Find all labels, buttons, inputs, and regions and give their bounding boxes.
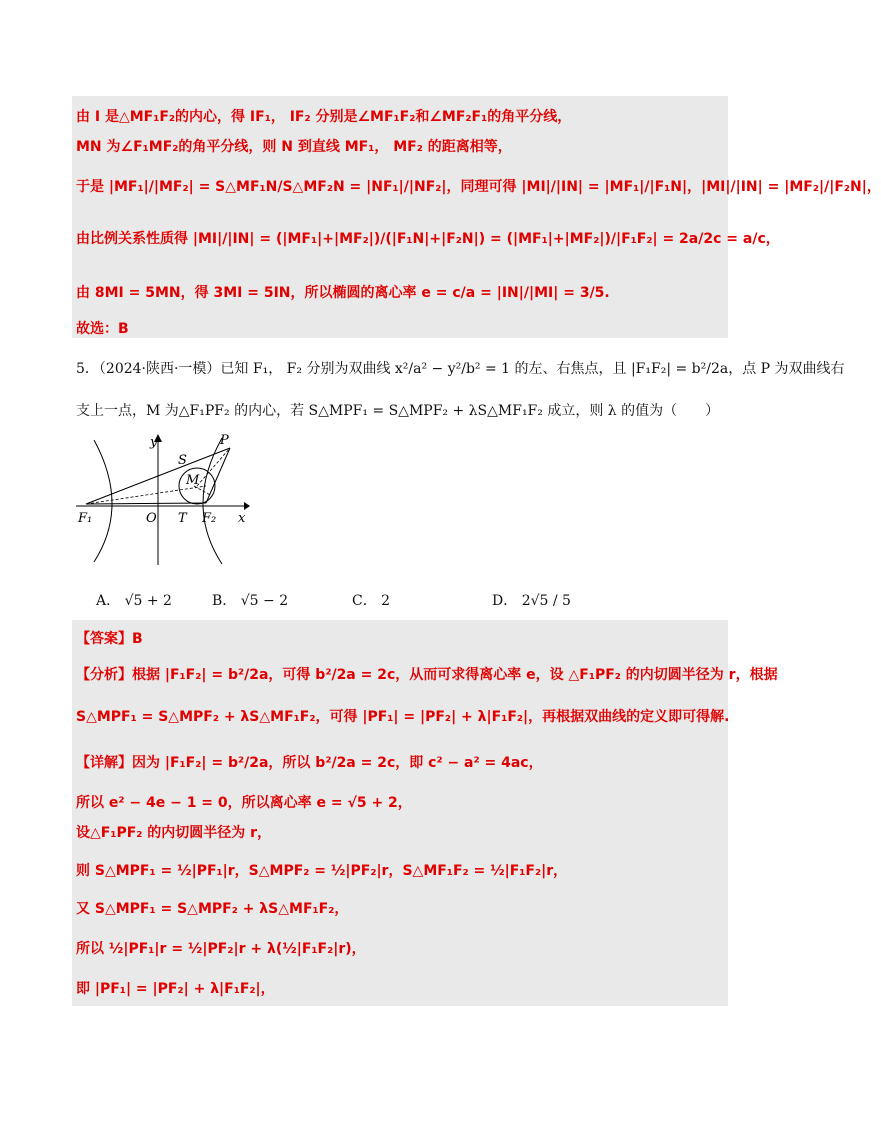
answer-label: 【答案】B <box>76 631 143 647</box>
detail-line-2: 所以 e² − 4e − 1 = 0，所以离心率 e = √5 + 2， <box>76 795 412 811</box>
option-d-value: 2√5 / 5 <box>521 593 571 609</box>
label-O: O <box>146 511 157 526</box>
option-b-label: B． <box>212 593 237 609</box>
detail-line-3: 设△F₁PF₂ 的内切圆半径为 r， <box>76 825 272 841</box>
label-F2: F₂ <box>202 511 217 526</box>
solution-line-5: 由 8MI = 5MN，得 3MI = 5IN，所以椭圆的离心率 e = c/a = |IN|/|MI| = 3/5. <box>76 285 610 301</box>
detail-line-4: 则 S△MPF₁ = ½|PF₁|r，S△MPF₂ = ½|PF₂|r，S△MF₁F₂ = ½|F₁F₂|r， <box>76 863 568 879</box>
option-a[interactable] <box>96 590 172 610</box>
option-a-label: A． <box>96 593 121 609</box>
question-line-1: 5．（2024·陕西·一模）已知 F₁， F₂ 分别为双曲线 x²/a² − y²/b² = 1 的左、右焦点，且 |F₁F₂| = b²/2a，点 P 为双曲线右 <box>76 361 845 377</box>
option-b-value: √5 − 2 <box>240 593 289 609</box>
detail-line-6: 所以 ½|PF₁|r = ½|PF₂|r + λ(½|F₁F₂|r)， <box>76 941 366 957</box>
option-c-label: C． <box>352 593 377 609</box>
question-line-2: 支上一点，M 为△F₁PF₂ 的内心，若 S△MPF₁ = S△MPF₂ + λS△MF₁F₂ 成立，则 λ 的值为（ ） <box>76 403 720 419</box>
detail-line-7: 即 |PF₁| = |PF₂| + λ|F₁F₂|， <box>76 981 275 997</box>
option-c[interactable] <box>352 590 390 610</box>
option-b[interactable] <box>212 590 288 610</box>
label-M: M <box>186 473 200 488</box>
label-F1: F₁ <box>78 511 93 526</box>
label-S: S <box>178 453 187 468</box>
analysis-line-1: 【分析】根据 |F₁F₂| = b²/2a，可得 b²/2a = 2c，从而可求得离心率 e，设 △F₁PF₂ 的内切圆半径为 r，根据 <box>76 667 778 683</box>
option-c-value: 2 <box>381 593 391 609</box>
option-d[interactable] <box>492 590 571 610</box>
label-T: T <box>178 511 187 526</box>
solution-line-3: 于是 |MF₁|/|MF₂| = S△MF₁N/S△MF₂N = |NF₁|/|NF₂|，同理可得 |MI|/|IN| = |MF₁|/|F₁N|，|MI|/|IN| = |MF₂|/|F₂N|， <box>76 179 881 195</box>
label-y: y <box>150 435 158 450</box>
solution-line-4: 由比例关系性质得 |MI|/|IN| = (|MF₁|+|MF₂|)/(|F₁N|+|F₂N|) = (|MF₁|+|MF₂|)/|F₁F₂| = 2a/2c = a/c， <box>76 231 780 247</box>
solution-line-1: 由 I 是△MF₁F₂的内心，得 IF₁， IF₂ 分别是∠MF₁F₂和∠MF₂F₁的角平分线， <box>76 109 572 125</box>
label-x: x <box>238 511 246 526</box>
label-P: P <box>220 433 229 448</box>
option-d-label: D． <box>492 593 518 609</box>
hyperbola-figure <box>72 430 252 570</box>
detail-line-1: 【详解】因为 |F₁F₂| = b²/2a，所以 b²/2a = 2c，即 c² − a² = 4ac， <box>76 755 543 771</box>
answer-choice-line: 故选：B <box>76 321 129 337</box>
option-a-value: √5 + 2 <box>124 593 172 609</box>
solution-line-2: MN 为∠F₁MF₂的角平分线，则 N 到直线 MF₁， MF₂ 的距离相等， <box>76 139 512 155</box>
analysis-line-2: S△MPF₁ = S△MPF₂ + λS△MF₁F₂，可得 |PF₁| = |PF₂| + λ|F₁F₂|，再根据双曲线的定义即可得解. <box>76 709 730 725</box>
detail-line-5: 又 S△MPF₁ = S△MPF₂ + λS△MF₁F₂， <box>76 901 349 917</box>
